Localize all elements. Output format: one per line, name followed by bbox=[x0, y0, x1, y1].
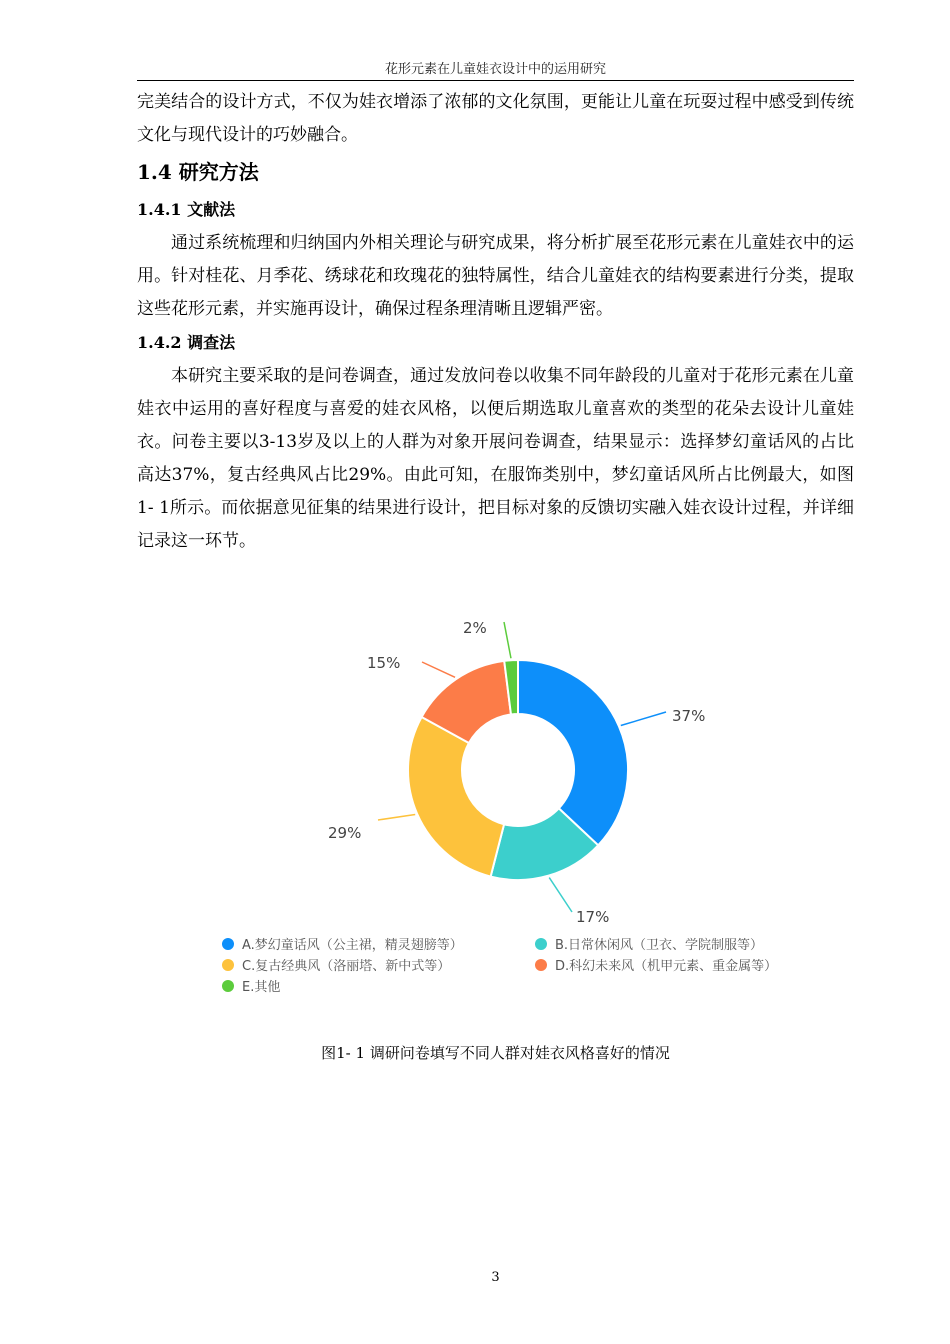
donut-chart bbox=[200, 600, 840, 1020]
figure-caption: 图1- 1 调研问卷填写不同人群对娃衣风格喜好的情况 bbox=[321, 1044, 670, 1062]
chart-legend bbox=[222, 937, 777, 995]
legend-marker-2 bbox=[535, 938, 547, 950]
section-heading-1-4-2: 1.4.2 调查法 bbox=[137, 333, 236, 352]
legend-label-4: D.科幻未来风（机甲元素、重金属等） bbox=[555, 959, 778, 974]
donut-slices bbox=[408, 660, 628, 880]
legend-marker-1 bbox=[222, 938, 234, 950]
legend-marker-5 bbox=[222, 980, 234, 992]
data-label-5: 2% bbox=[463, 619, 487, 637]
legend-label-1: A.梦幻童话风（公主裙，精灵翅膀等） bbox=[242, 938, 463, 953]
continuation-paragraph: 完美结合的设计方式，不仅为娃衣增添了浓郁的文化氛围，更能让儿童在玩耍过程中感受到传统文化与现代设计的巧妙融合。 bbox=[137, 92, 854, 145]
legend-label-5: E.其他 bbox=[242, 980, 281, 995]
legend-label-2: B.日常休闲风（卫衣、学院制服等） bbox=[555, 938, 764, 953]
donut-slice-3 bbox=[408, 717, 504, 877]
leader-line-2 bbox=[549, 878, 572, 912]
data-label-1: 37% bbox=[672, 707, 706, 725]
leader-line-5 bbox=[504, 622, 511, 658]
data-label-2: 17% bbox=[576, 908, 610, 926]
page-number: 3 bbox=[491, 1270, 500, 1285]
section-heading-1-4: 1.4 研究方法 bbox=[137, 160, 259, 184]
leader-line-3 bbox=[378, 814, 415, 820]
paragraph-literature-method: 通过系统梳理和归纳国内外相关理论与研究成果，将分析扩展至花形元素在儿童娃衣中的运用。针对桂花、月季花、绣球花和玫瑰花的独特属性，结合儿童娃衣的结构要素进行分类，提取这些花形元素，并实施再设计，确保过程条理清晰且逻辑严密。 bbox=[137, 233, 854, 319]
legend-marker-4 bbox=[535, 959, 547, 971]
donut-slice-1 bbox=[518, 660, 628, 845]
leader-line-1 bbox=[621, 712, 666, 726]
running-header: 花形元素在儿童娃衣设计中的运用研究 bbox=[384, 62, 606, 77]
section-heading-1-4-1: 1.4.1 文献法 bbox=[137, 200, 236, 219]
paragraph-survey-method: 本研究主要采取的是问卷调查，通过发放问卷以收集不同年龄段的儿童对于花形元素在儿童娃衣中运用的喜好程度与喜爱的娃衣风格，以便后期选取儿童喜欢的类型的花朵去设计儿童娃衣。问卷主要以3-13岁及以上的人群为对象开展问卷调查，结果显示：选择梦幻童话风的占比高达37%，复古经典风占比29%。由此可知，在服饰类别中，梦幻童话风所占比例最大，如图1- 1所示。而依据意见征集的结果进行设计，把目标对象的反馈切实融入娃衣设计过程，并详细记录这一环节。 bbox=[137, 366, 854, 551]
data-label-3: 29% bbox=[328, 824, 362, 842]
data-label-4: 15% bbox=[367, 654, 401, 672]
header-rule bbox=[137, 80, 854, 81]
leader-line-4 bbox=[422, 662, 455, 677]
legend-label-3: C.复古经典风（洛丽塔、新中式等） bbox=[242, 959, 451, 974]
legend-marker-3 bbox=[222, 959, 234, 971]
